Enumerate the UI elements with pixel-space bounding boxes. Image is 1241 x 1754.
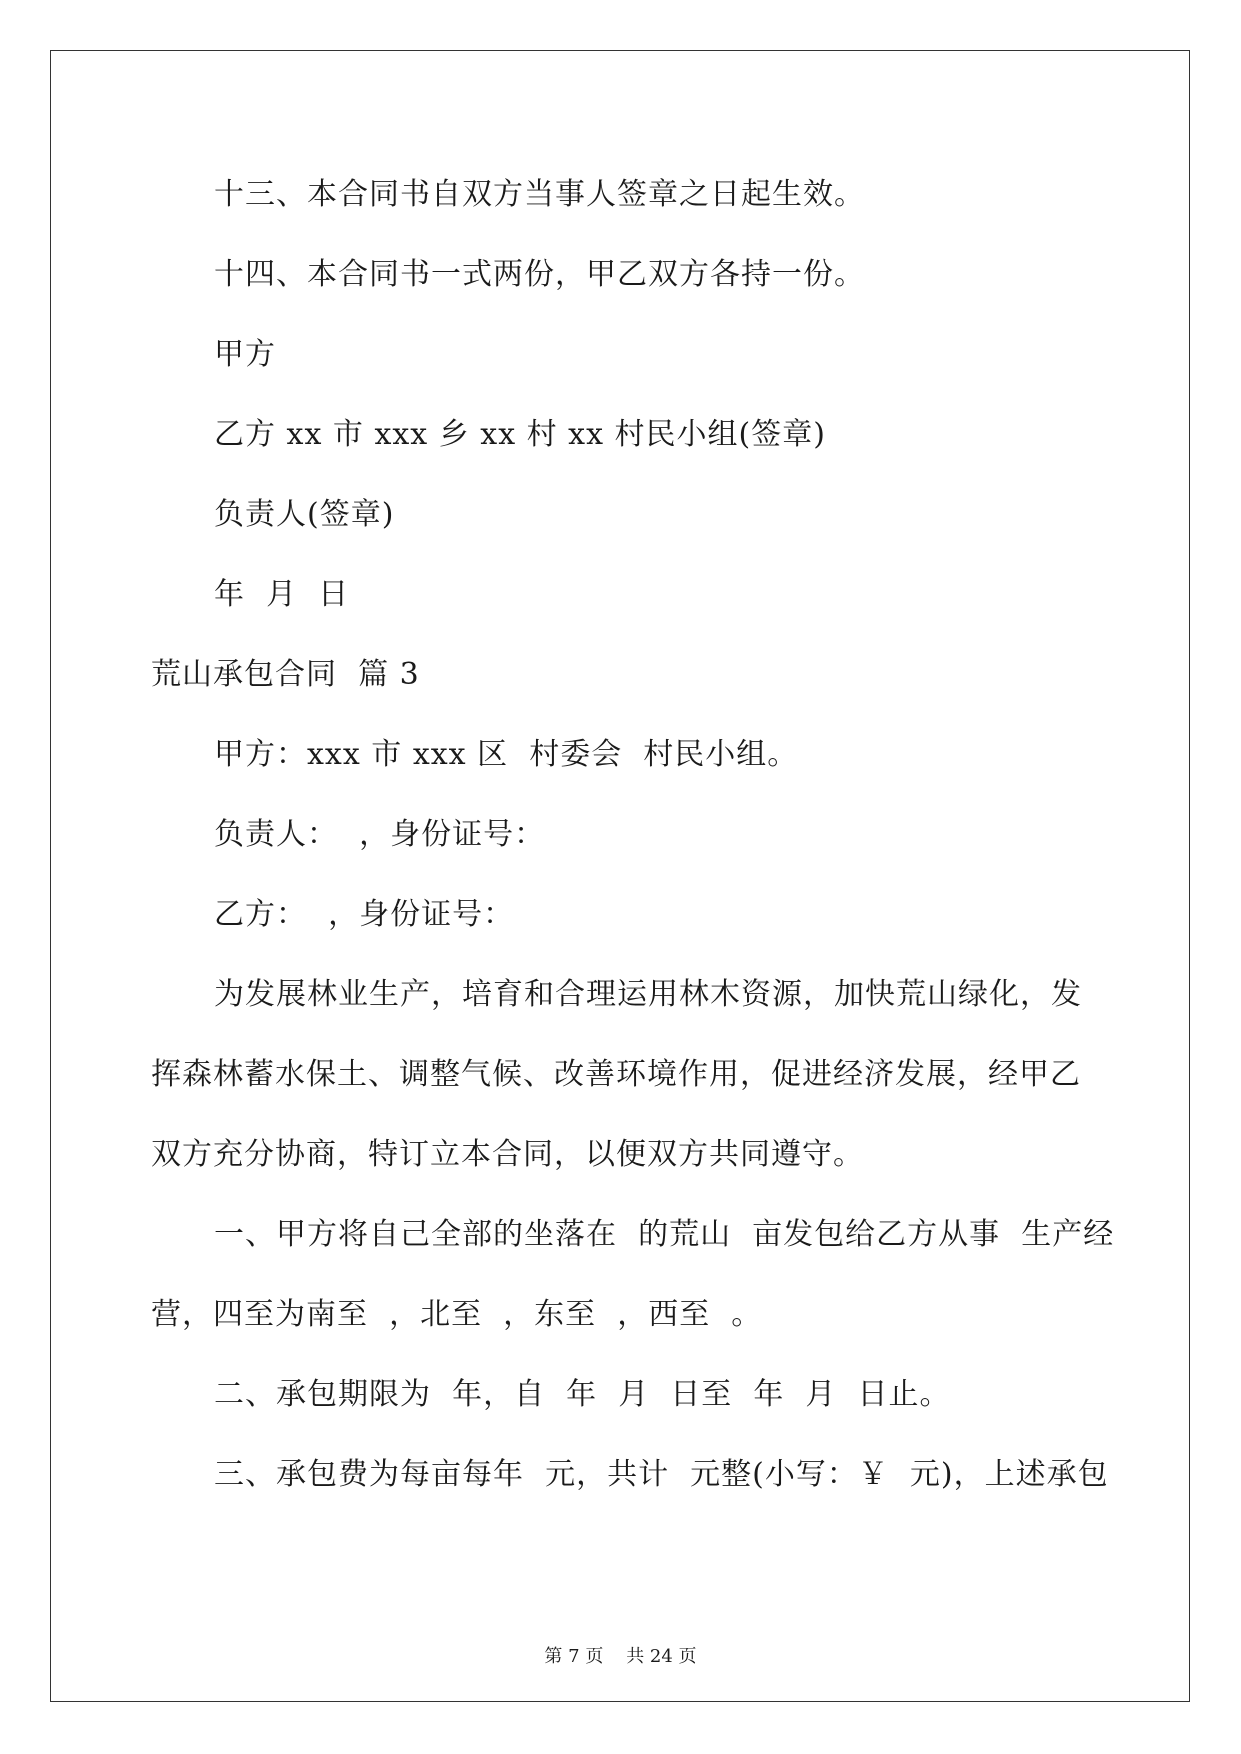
preamble-line-2: 挥森林蓄水保土、调整气候、改善环境作用，促进经济发展，经甲乙 [151,1057,1081,1092]
clause-14: 十四、本合同书一式两份，甲乙双方各持一份。 [214,257,865,292]
clause-1-line-2: 营，四至为南至 ，北至 ，东至 ，西至 。 [151,1297,763,1332]
responsible-person: 负责人(签章) [214,497,395,532]
party-b: 乙方： ，身份证号： [214,897,515,932]
party-a-representative: 负责人： ，身份证号： [214,817,546,852]
date-line: 年 月 日 [214,577,350,612]
party-b-signature: 乙方 xx 市 xxx 乡 xx 村 xx 村民小组(签章) [214,417,826,452]
preamble-line-1: 为发展林业生产，培育和合理运用林木资源，加快荒山绿化，发 [214,977,1082,1012]
clause-1-line-1: 一、甲方将自己全部的坐落在 的荒山 亩发包给乙方从事 生产经 [214,1217,1115,1252]
clause-2: 二、承包期限为 年，自 年 月 日至 年 月 日止。 [214,1377,951,1412]
party-a-signature: 甲方 [214,337,276,372]
clause-3-line-1: 三、承包费为每亩每年 元，共计 元整(小写：￥ 元)，上述承包 [214,1457,1109,1492]
preamble-line-3: 双方充分协商，特订立本合同，以便双方共同遵守。 [151,1137,864,1172]
page-number-footer: 第 7 页 共 24 页 [544,1646,697,1667]
section-heading: 荒山承包合同 篇 3 [151,657,420,692]
clause-13: 十三、本合同书自双方当事人签章之日起生效。 [214,177,865,212]
party-a: 甲方：xxx 市 xxx 区 村委会 村民小组。 [214,737,799,772]
